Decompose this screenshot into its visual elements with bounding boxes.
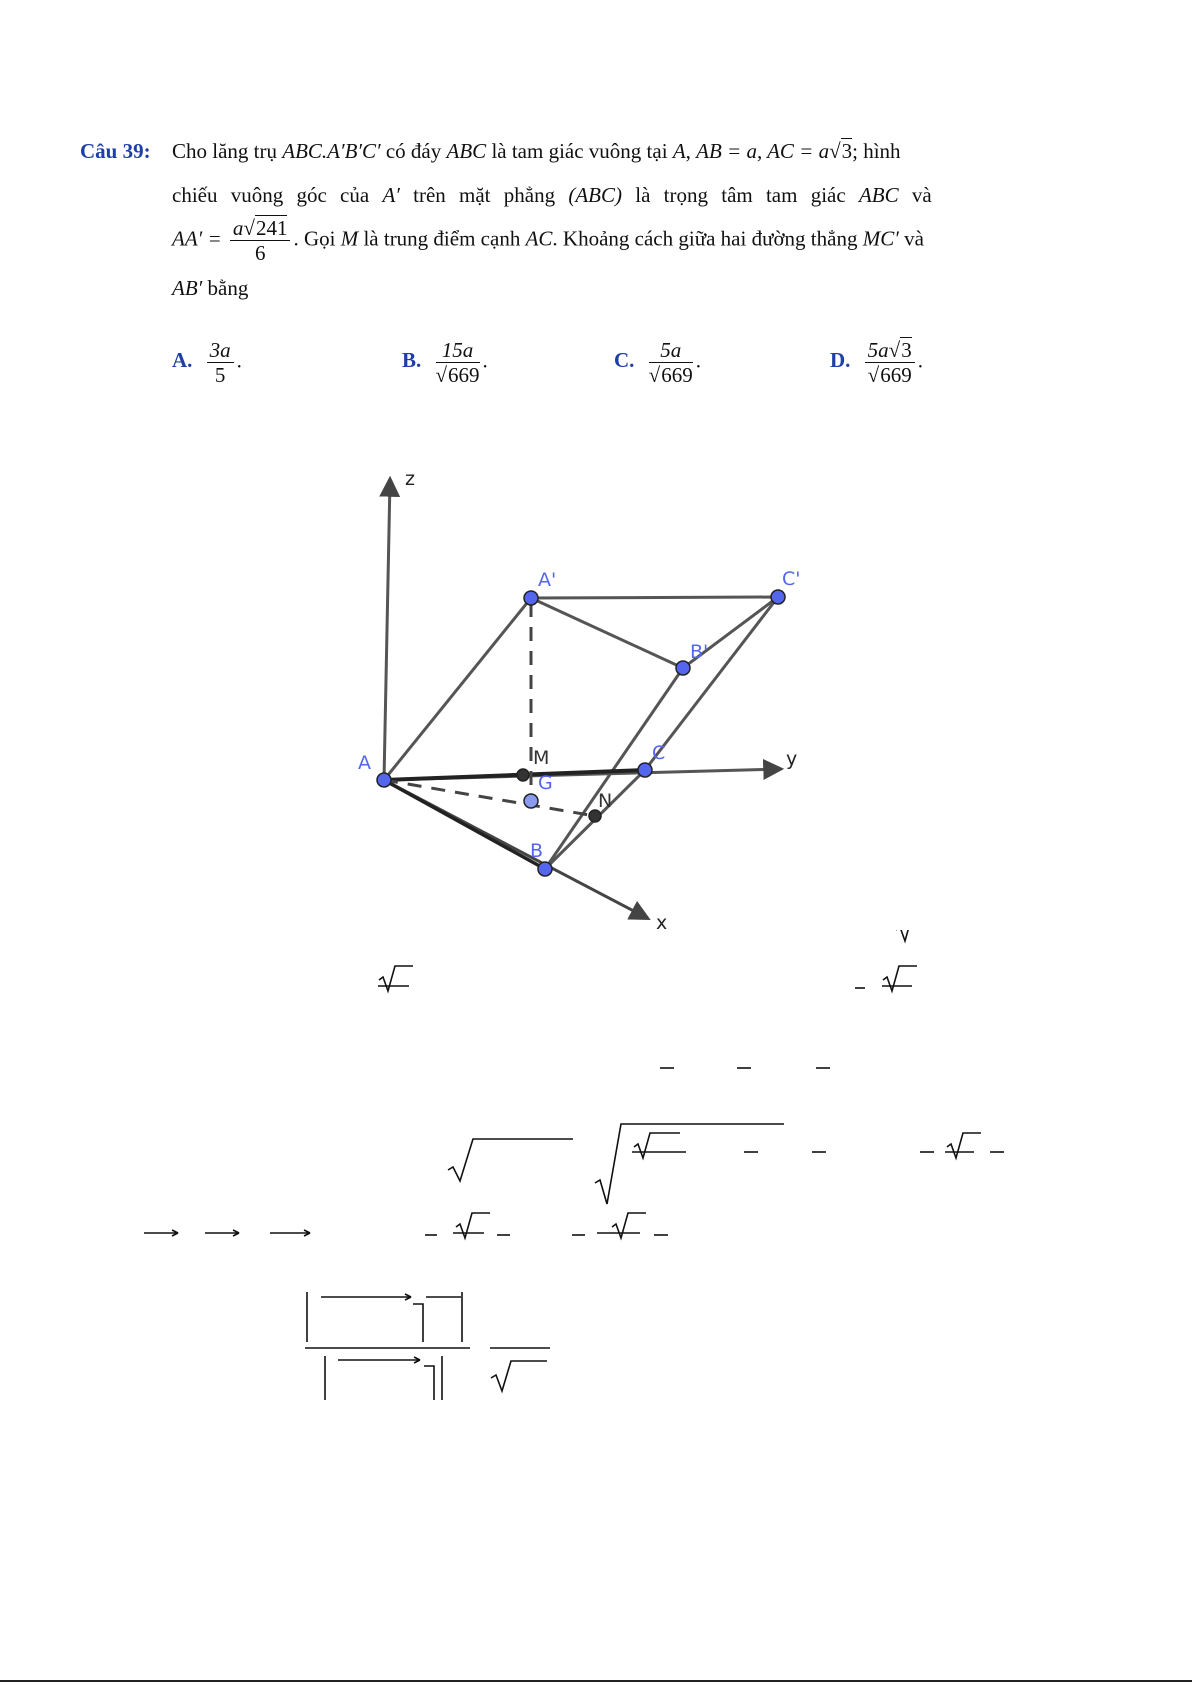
label-cp: C': [782, 568, 801, 590]
label-b: B: [530, 840, 544, 862]
point-cp[interactable]: [771, 590, 785, 604]
option-b[interactable]: B. $\frac{15a}{√669}$ .: [402, 338, 488, 388]
y-axis-label: y: [786, 748, 798, 770]
radical-1: [896, 930, 930, 941]
option-a[interactable]: A. $\frac{3a}{5}$ .: [172, 338, 242, 388]
edge-a-ap: [384, 598, 531, 780]
label-g: G: [538, 772, 553, 794]
radical-2: [379, 966, 413, 991]
question-line-4: AB′ bằng: [172, 276, 249, 300]
point-m[interactable]: [517, 769, 529, 781]
prism-figure: [350, 455, 810, 945]
point-bp[interactable]: [676, 661, 690, 675]
label-bp: B': [690, 641, 709, 663]
vector-arrow-5: [338, 1357, 420, 1363]
radical-10: [491, 1361, 547, 1391]
point-b[interactable]: [538, 862, 552, 876]
radical-8: [456, 1213, 490, 1238]
question-line-3: AA′ = $\frac{a√241}{6}$ . Gọi M là trung điểm cạnh AC. Khoảng cách giữa hai đường thẳng MC′ và: [172, 216, 924, 266]
bracket-1: [413, 1304, 423, 1342]
radical-3: [883, 966, 917, 991]
bracket-2: [424, 1366, 434, 1400]
label-n: N: [598, 790, 613, 812]
aa-prime-fraction: $\frac{a√241}{6}$: [230, 216, 291, 265]
point-g[interactable]: [524, 794, 538, 808]
option-d[interactable]: D. $\frac{5a√3}{√669}$ .: [830, 338, 923, 388]
label-c: C: [652, 742, 666, 764]
option-c[interactable]: C. $\frac{5a}{√669}$ .: [614, 338, 701, 388]
label-ap: A': [538, 569, 557, 591]
label-m: M: [533, 747, 550, 769]
edge-b-bp: [545, 668, 683, 869]
radical-7: [947, 1133, 981, 1158]
radical-5: [595, 1124, 784, 1204]
question-label: Câu 39:: [80, 139, 151, 163]
page-bottom-rule: [0, 1680, 1192, 1682]
x-axis-label: x: [656, 912, 668, 934]
vector-arrow-2: [205, 1230, 239, 1236]
point-ap[interactable]: [524, 591, 538, 605]
point-a[interactable]: [377, 773, 391, 787]
vector-arrow-4: [321, 1294, 411, 1300]
vector-arrow-1: [144, 1230, 178, 1236]
radical-9: [612, 1213, 646, 1238]
radical-6: [634, 1133, 680, 1158]
radical-4: [448, 1139, 573, 1181]
solution-fragments: [0, 930, 1192, 1490]
question-line-2: chiếu vuông góc của A′ trên mặt phẳng (ABC) là trọng tâm tam giác ABC và: [172, 183, 932, 207]
vector-arrow-3: [270, 1230, 310, 1236]
z-axis: [384, 480, 390, 780]
edge-ap-bp: [531, 598, 683, 668]
point-c[interactable]: [638, 763, 652, 777]
question-line-1: Cho lăng trụ ABC.A′B′C′ có đáy ABC là tam giác vuông tại A, AB = a, AC = a√3; hình: [172, 139, 901, 163]
z-axis-label: z: [405, 468, 415, 490]
edge-ap-cp: [531, 597, 778, 598]
label-a: A: [358, 752, 371, 774]
